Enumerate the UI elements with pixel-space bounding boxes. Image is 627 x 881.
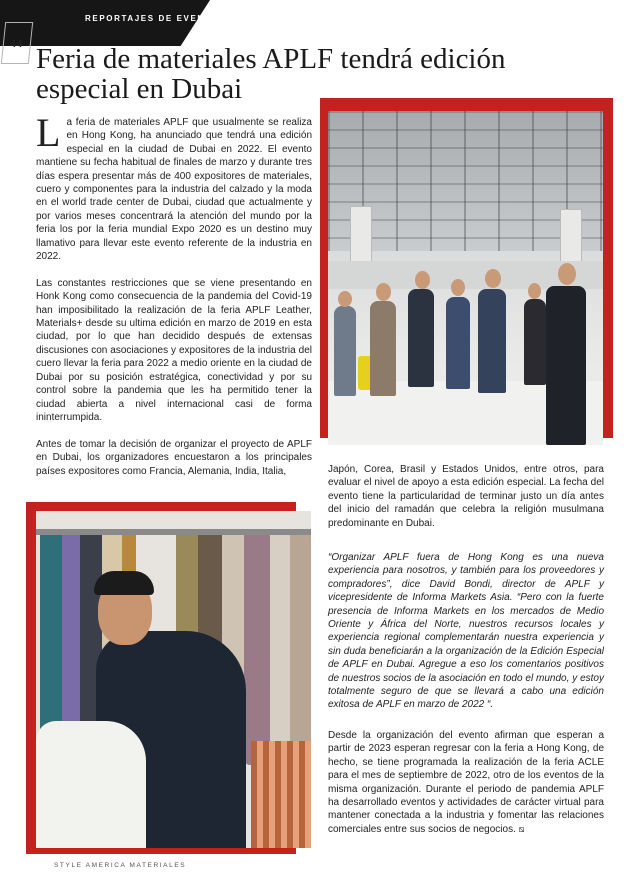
visitor-head — [415, 271, 430, 289]
paragraph-quote: “Organizar APLF fuera de Hong Kong es una nueva experiencia para nosotros, y también para los proveedores y compradores”, dice David Bondi, director de APLF y vicepresidente de Informa Markets Asia. “Pero con la fuerte presencia de Informa Markets en los mercados de Medio Oriente y África del Norte, nuestros recursos locales y experiencia regional complementarán nuestra experiencia y sin duda beneficiarán a la organización de la Edición Especial de APLF en Dubai. Agregue a eso los comentarios positivos de nuestros socios de la asociación en todo el mundo, y estoy totalmente seguro de que se llevará a cabo una edición exitosa de APLF en marzo de 2022 “. — [328, 552, 604, 711]
leather-sample — [290, 535, 311, 755]
visitor-head — [338, 291, 352, 307]
visitor-figure — [546, 286, 586, 445]
leather-sample — [244, 535, 270, 765]
leather-sample — [270, 535, 290, 765]
end-mark-icon: ⧅ — [518, 823, 525, 834]
visitor-figure — [408, 289, 434, 387]
paragraph-restrictions: Las constantes restricciones que se viene presentando en Honk Kong como consecuencia de la pandemia del Covid-19 han imposibilitado la realización de la feria APLF Leather, Materials+ desde su ultima edición en marzo de 2019 en esta ciudad, por lo que han decidido después de extensas discusiones con asociaciones y expositores de la industria del cuero llevar la feria para 2022 a medio oriente en la ciudad de Dubai por su posición estratégica, conectividad y por su control sobre la pandemia que les ha permitido tener la ciudad abierta a nivel internacional casi de forma ininterrumpida. — [36, 277, 312, 423]
paragraph-intro — [36, 110, 312, 263]
visitor-figure — [446, 297, 470, 389]
white-leather-sample — [36, 721, 146, 848]
footer-magazine-name: STYLE AMERICA MATERIALES — [54, 862, 187, 869]
visitor-figure — [370, 301, 396, 396]
quote-block — [328, 551, 604, 725]
visitor-figure — [524, 299, 546, 385]
paragraph-survey-start: Antes de tomar la decisión de organizar el proyecto de APLF en Dubai, los organizadores encuestaron a los principales países expositores como Francia, Alemania, India, Italia, — [36, 438, 312, 477]
visitor-head — [451, 279, 465, 296]
visitor-head — [376, 283, 391, 301]
visitor-head — [558, 263, 576, 285]
section-label: REPORTAJES DE EVENTOS — [85, 14, 226, 23]
left-column — [36, 110, 312, 491]
paragraph-final — [328, 729, 604, 836]
trade-fair-photo — [328, 111, 603, 445]
right-column-top — [328, 463, 604, 543]
leather-sample — [40, 535, 62, 735]
drop-cap: L — [36, 110, 61, 155]
visitor-head — [485, 269, 501, 288]
leather-sample — [62, 535, 80, 735]
paragraph-final-text: Desde la organización del evento afirman que esperan a partir de 2023 esperan regresar con la feria a Hong Kong, de hecho, se tiene programada la realización de la feria ACLE para el mes de septiembre de 2022, otro de los eventos de la misma organización. Durante el periodo de pandemia APLF ha desarrollado eventos y actividades de carácter virtual para mantener conectada a la industria y fomentar las relaciones comerciales entre sus socios de negocios. — [328, 730, 604, 835]
orange-leather-rolls — [251, 741, 311, 848]
visitor-figure — [478, 289, 506, 393]
right-column-bottom — [328, 729, 604, 850]
visitor-head — [528, 283, 541, 299]
article-title: Feria de materiales APLF tendrá edición especial en Dubai — [36, 43, 506, 105]
page-number: 44 — [10, 38, 23, 50]
leather-samples-photo — [36, 511, 311, 848]
visitor-figure — [334, 306, 356, 396]
paragraph-survey-end: Japón, Corea, Brasil y Estados Unidos, entre otros, para evaluar el nivel de apoyo a esta edición especial. La fecha del evento tiene la particularidad de terminar justo un día antes del inicio del ramadán que celebra la religión musulmana predominante en Dubai. — [328, 464, 604, 529]
paragraph-intro-text: a feria de materiales APLF que usualmente se realiza en Hong Kong, ha anunciado que tendrá una edición especial en la ciudad de Dubai en 2022. El evento mantiene su fecha habitual de finales de marzo y durante tres días espera presentar más de 400 expositores de materiales, cuero y componentes para la industria del calzado y la moda en el world trade center de Dubai, ciudad que actualmente y por varios meses concentrará la atención del mundo por la feria los por la feria mundial Expo 2020 es un destino muy llamativo para llevar este evento referente de la industria en 2022. — [36, 117, 312, 263]
man-hair — [94, 571, 154, 595]
